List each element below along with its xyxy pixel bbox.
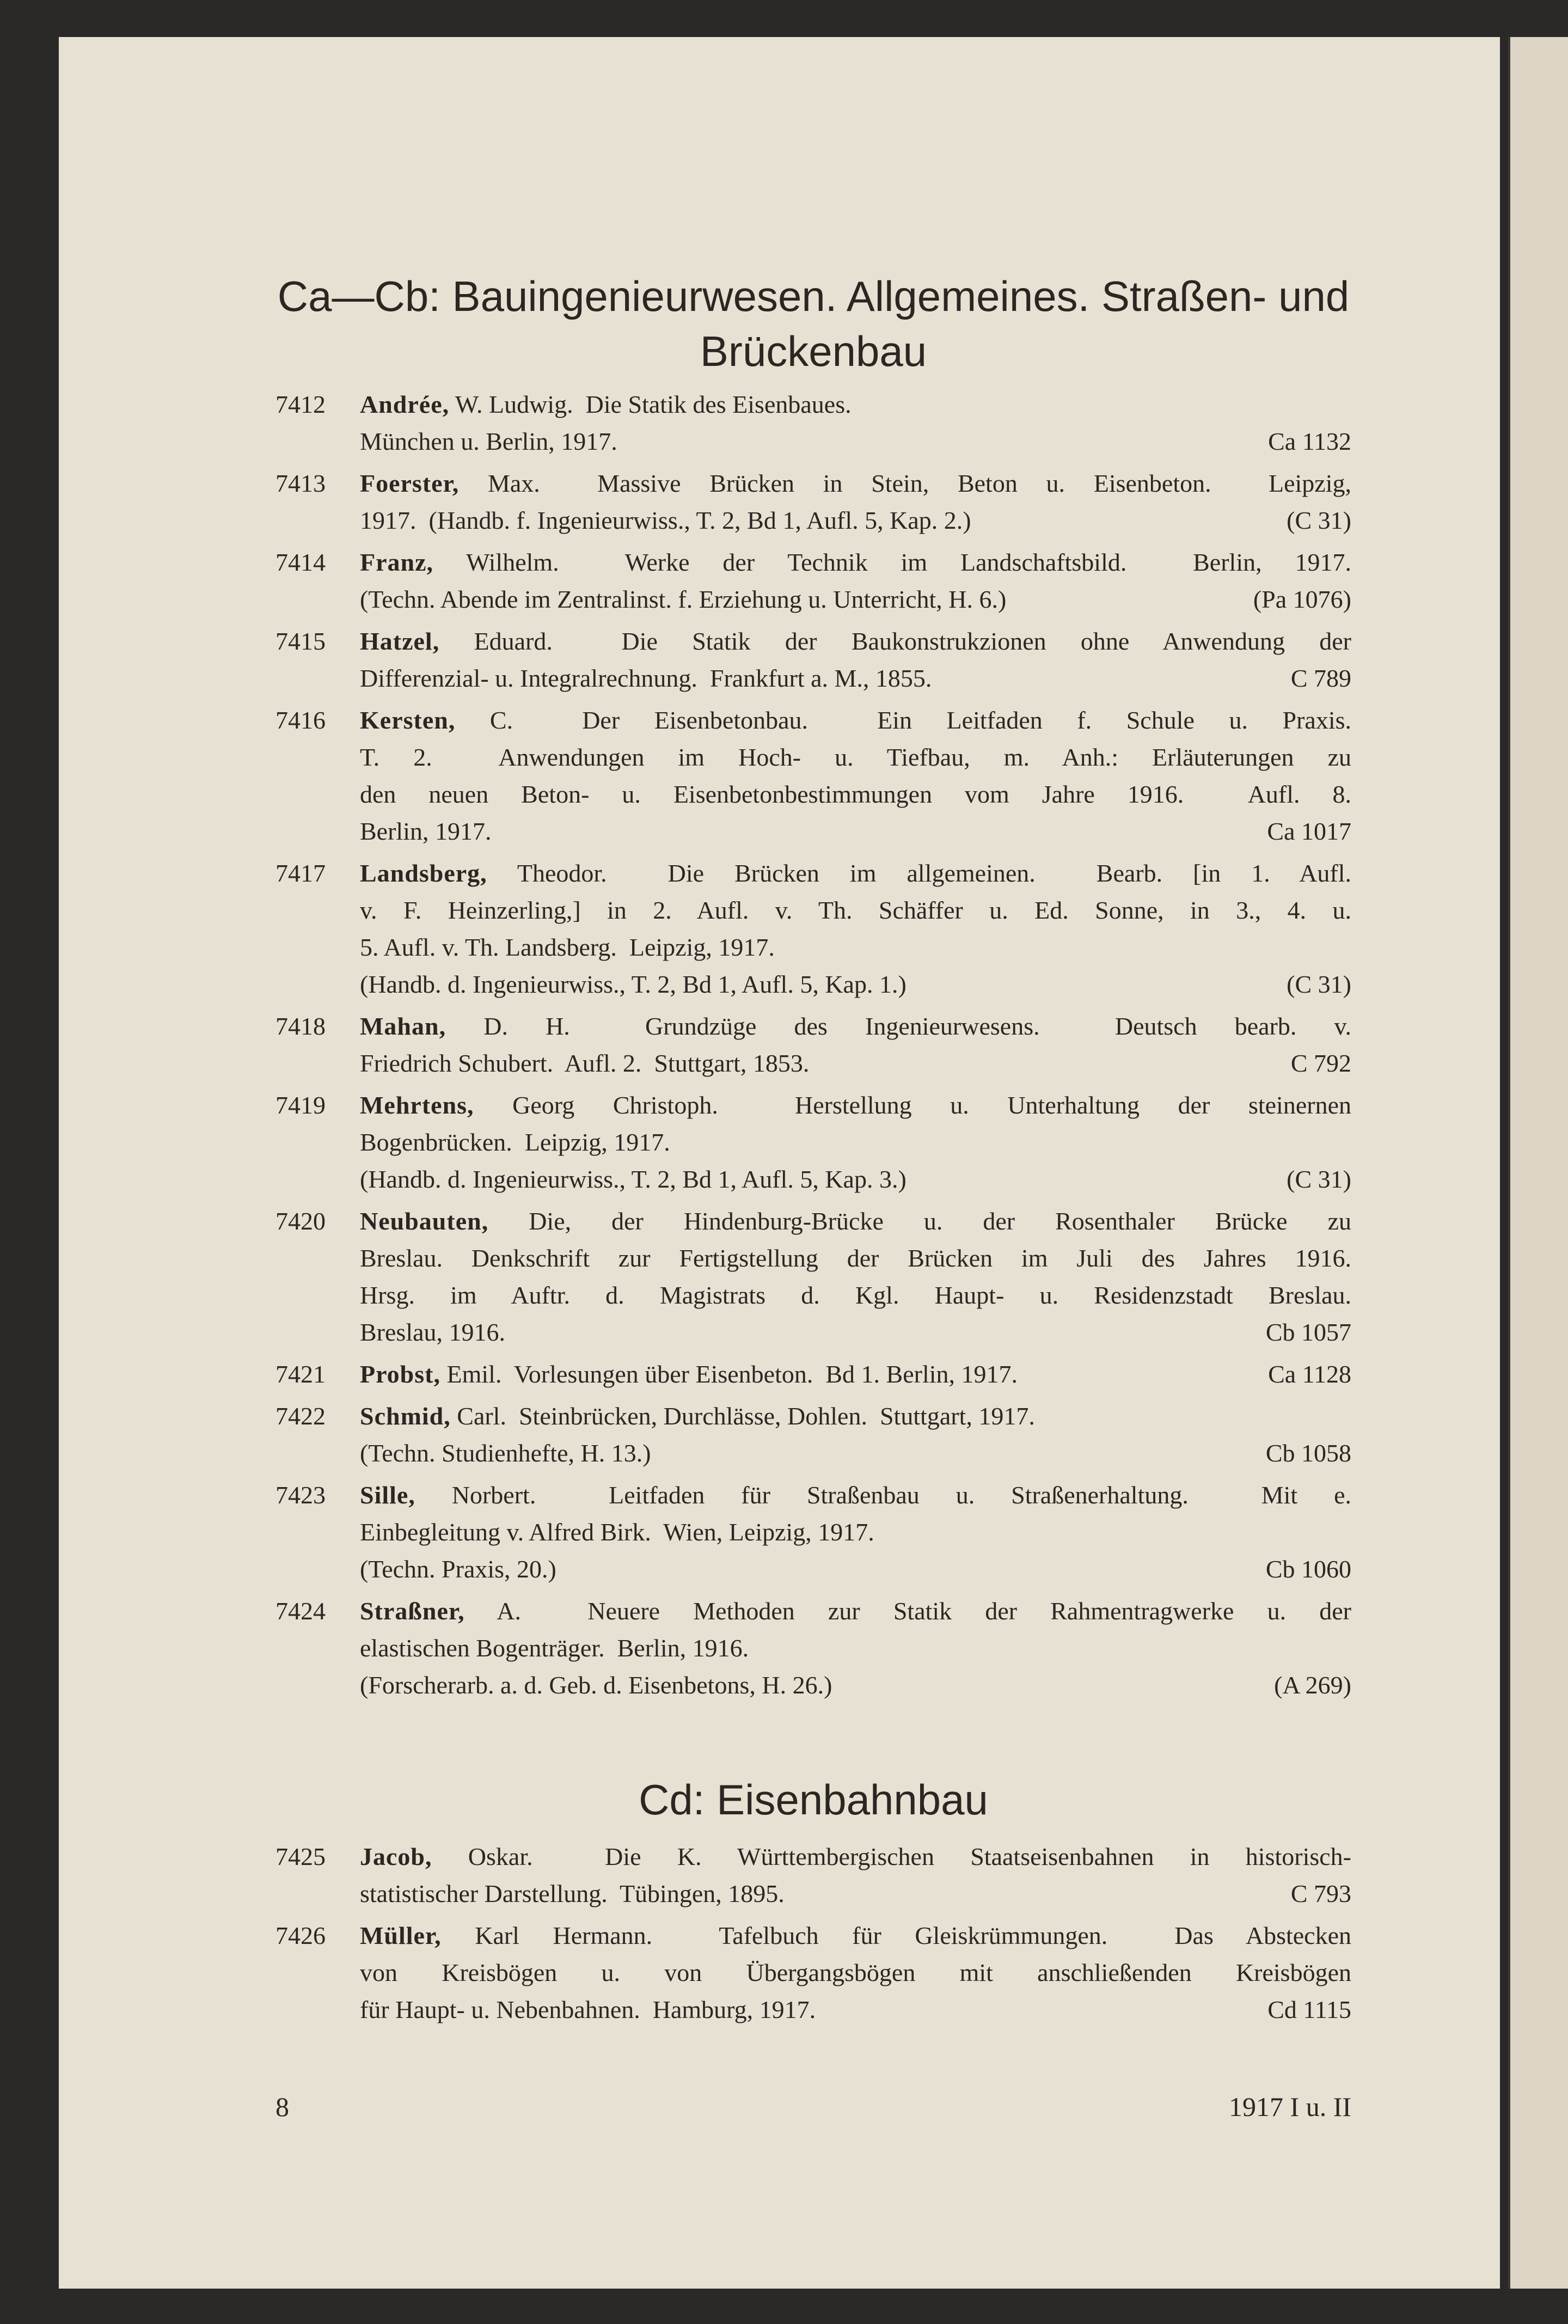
indent bbox=[275, 1045, 360, 1082]
entry-line-text bbox=[360, 1161, 906, 1198]
entry-line-text bbox=[360, 660, 932, 697]
entry-description: (Forscherarb. a. d. Geb. d. Eisenbetons, H. 26.) bbox=[360, 1671, 832, 1699]
indent bbox=[275, 1277, 360, 1314]
entry-line bbox=[275, 739, 1351, 776]
entry-line-text bbox=[360, 1244, 1351, 1272]
entry-line-text bbox=[360, 706, 1351, 734]
entry-line-text bbox=[360, 1045, 809, 1082]
shelfmark: C 789 bbox=[1290, 664, 1351, 692]
entry-text bbox=[360, 1203, 1351, 1240]
entry-line bbox=[275, 929, 1351, 966]
entry-description: Friedrich Schubert. Aufl. 2. Stuttgart, 1853. bbox=[360, 1049, 810, 1077]
section1-entries bbox=[275, 386, 1351, 1709]
entry-author: Hatzel, bbox=[360, 627, 440, 655]
catalog-entry bbox=[275, 1008, 1351, 1082]
entry-text bbox=[360, 1477, 1351, 1514]
entry-text bbox=[360, 1398, 1351, 1435]
entry-description: Max. Massive Brücken in Stein, Beton u. Eisenbeton. Leipzig, bbox=[487, 469, 1352, 497]
entry-text bbox=[360, 660, 1351, 697]
entry-description: C. Der Eisenbetonbau. Ein Leitfaden f. Schule u. Praxis. bbox=[489, 706, 1352, 734]
entry-line-text bbox=[360, 423, 617, 460]
entry-number: 7413 bbox=[275, 469, 326, 497]
entry-line-text bbox=[360, 743, 1351, 771]
entry-text bbox=[360, 623, 1351, 660]
entry-text bbox=[360, 1435, 1351, 1472]
entry-line-text bbox=[360, 1551, 556, 1588]
entry-line bbox=[275, 966, 1351, 1003]
entry-number: 7418 bbox=[275, 1012, 326, 1040]
entry-description: Eduard. Die Statik der Baukonstrukzionen ohne Anwendung der bbox=[474, 627, 1352, 655]
shelfmark: C 792 bbox=[1290, 1049, 1351, 1077]
entry-line bbox=[275, 1630, 1351, 1667]
entry-line-text bbox=[360, 1843, 1351, 1870]
indent bbox=[275, 423, 360, 460]
entry-text bbox=[360, 1838, 1351, 1875]
entry-line bbox=[275, 1087, 1351, 1124]
entry-text bbox=[360, 1124, 1351, 1161]
indent bbox=[275, 1551, 360, 1588]
entry-description: für Haupt- u. Nebenbahnen. Hamburg, 1917. bbox=[360, 1996, 816, 2023]
entry-line-text bbox=[360, 1514, 874, 1551]
entry-text bbox=[360, 1551, 1351, 1588]
shelfmark: Cd 1115 bbox=[1267, 1996, 1351, 2023]
entry-text bbox=[360, 1630, 1351, 1667]
catalog-entry bbox=[275, 855, 1351, 1003]
shelfmark: C 793 bbox=[1290, 1880, 1351, 1907]
entry-text bbox=[360, 1314, 1351, 1351]
catalog-entry bbox=[275, 1477, 1351, 1588]
entry-line bbox=[275, 502, 1351, 539]
entry-author: Probst, bbox=[360, 1360, 440, 1388]
entry-line-text bbox=[360, 1281, 1351, 1309]
entry-line-text bbox=[360, 1207, 1351, 1235]
entry-line-text bbox=[360, 1435, 651, 1472]
indent bbox=[275, 1240, 360, 1277]
entry-description: (Techn. Praxis, 20.) bbox=[360, 1555, 556, 1583]
entry-number: 7424 bbox=[275, 1597, 326, 1625]
entry-line bbox=[275, 1045, 1351, 1082]
entry-line-text bbox=[360, 1314, 505, 1351]
entry-description: T. 2. Anwendungen im Hoch- u. Tiefbau, m. Anh.: Erläuterungen zu bbox=[360, 743, 1351, 771]
entry-author: Neubauten, bbox=[360, 1207, 489, 1235]
entry-description: Karl Hermann. Tafelbuch für Gleiskrümmungen. Das Abstecken bbox=[475, 1922, 1352, 1949]
entry-line bbox=[275, 892, 1351, 929]
entry-number: 7420 bbox=[275, 1207, 326, 1235]
entry-line-text bbox=[360, 896, 1351, 924]
indent bbox=[275, 1435, 360, 1472]
entry-description: Differenzial- u. Integralrechnung. Frankfurt a. M., 1855. bbox=[360, 664, 932, 692]
entry-description: Breslau. Denkschrift zur Fertigstellung der Brücken im Juli des Jahres 1916. bbox=[360, 1244, 1351, 1272]
entry-line-text bbox=[360, 1667, 832, 1704]
entry-text bbox=[360, 386, 1351, 423]
entry-line-text bbox=[360, 469, 1351, 497]
entry-line bbox=[275, 1277, 1351, 1314]
entry-description: den neuen Beton- u. Eisenbetonbestimmungen vom Jahre 1916. Aufl. 8. bbox=[360, 780, 1351, 808]
entry-line-text bbox=[360, 386, 852, 423]
entry-text bbox=[360, 1593, 1351, 1630]
entry-line bbox=[275, 423, 1351, 460]
entry-text bbox=[360, 1667, 1351, 1704]
shelfmark: Ca 1132 bbox=[1268, 427, 1351, 455]
entry-line bbox=[275, 581, 1351, 618]
entry-description: Die, der Hindenburg-Brücke u. der Rosenthaler Brücke zu bbox=[529, 1207, 1351, 1235]
indent bbox=[275, 1514, 360, 1551]
section-title-line2: Brückenbau bbox=[700, 327, 927, 375]
indent bbox=[275, 1314, 360, 1351]
entry-text bbox=[360, 1087, 1351, 1124]
entry-line-text bbox=[360, 627, 1351, 655]
entry-number: 7425 bbox=[275, 1843, 326, 1870]
entry-description: statistischer Darstellung. Tübingen, 1895. bbox=[360, 1880, 785, 1907]
entry-line bbox=[275, 1435, 1351, 1472]
entry-number: 7426 bbox=[275, 1922, 326, 1949]
page-number: 8 bbox=[275, 2091, 289, 2122]
entry-line bbox=[275, 544, 1351, 581]
entry-line bbox=[275, 1954, 1351, 1991]
entry-text bbox=[360, 1045, 1351, 1082]
entry-author: Franz, bbox=[360, 548, 434, 576]
entry-line bbox=[275, 1477, 1351, 1514]
entry-text bbox=[360, 1514, 1351, 1551]
entry-description: D. H. Grundzüge des Ingenieurwesens. Deutsch bearb. v. bbox=[483, 1012, 1352, 1040]
entry-author: Schmid, bbox=[360, 1402, 451, 1430]
entry-line bbox=[275, 1314, 1351, 1351]
entry-line bbox=[275, 1124, 1351, 1161]
entry-line-text bbox=[360, 1875, 785, 1912]
entry-line-text bbox=[360, 859, 1351, 887]
indent bbox=[275, 1124, 360, 1161]
entry-number: 7416 bbox=[275, 706, 326, 734]
entry-description: Hrsg. im Auftr. d. Magistrats d. Kgl. Haupt- u. Residenzstadt Breslau. bbox=[360, 1281, 1351, 1309]
entry-line bbox=[275, 1203, 1351, 1240]
catalog-entry bbox=[275, 386, 1351, 460]
entry-number: 7417 bbox=[275, 859, 326, 887]
entry-description: (Techn. Studienhefte, H. 13.) bbox=[360, 1439, 651, 1467]
entry-number: 7423 bbox=[275, 1481, 326, 1509]
entry-line bbox=[275, 1398, 1351, 1435]
catalog-entry bbox=[275, 1593, 1351, 1704]
entry-description: Bogenbrücken. Leipzig, 1917. bbox=[360, 1128, 670, 1156]
entry-description: Wilhelm. Werke der Technik im Landschaftsbild. Berlin, 1917. bbox=[466, 548, 1351, 576]
indent bbox=[275, 966, 360, 1003]
entry-line-text bbox=[360, 929, 775, 966]
entry-line-text bbox=[360, 1398, 1035, 1435]
entry-line bbox=[275, 776, 1351, 813]
entry-description: v. F. Heinzerling,] in 2. Aufl. v. Th. Schäffer u. Ed. Sonne, in 3., 4. u. bbox=[360, 896, 1351, 924]
entry-line-text bbox=[360, 1481, 1351, 1509]
shelfmark: (C 31) bbox=[1287, 970, 1351, 998]
entry-text bbox=[360, 1954, 1351, 1991]
entry-text bbox=[360, 465, 1351, 502]
volume-label: 1917 I u. II bbox=[1229, 2091, 1351, 2122]
entry-text bbox=[360, 702, 1351, 739]
entry-line bbox=[275, 1667, 1351, 1704]
indent bbox=[275, 776, 360, 813]
indent bbox=[275, 1954, 360, 1991]
entry-number: 7421 bbox=[275, 1360, 326, 1388]
catalog-entry bbox=[275, 1087, 1351, 1198]
entry-text bbox=[360, 966, 1351, 1003]
entry-line-text bbox=[360, 813, 491, 850]
entry-text bbox=[360, 1161, 1351, 1198]
entry-description: elastischen Bogenträger. Berlin, 1916. bbox=[360, 1634, 749, 1662]
shelfmark: Ca 1017 bbox=[1267, 817, 1351, 845]
entry-description: Breslau, 1916. bbox=[360, 1318, 506, 1346]
entry-text bbox=[360, 1991, 1351, 2028]
entry-line bbox=[275, 1551, 1351, 1588]
entry-line bbox=[275, 1991, 1351, 2028]
entry-author: Sille, bbox=[360, 1481, 415, 1509]
entry-line bbox=[275, 1593, 1351, 1630]
entry-author: Mehrtens, bbox=[360, 1091, 474, 1119]
entry-text bbox=[360, 581, 1351, 618]
entry-line-text bbox=[360, 1959, 1351, 1986]
shelfmark: Cb 1057 bbox=[1265, 1318, 1351, 1346]
entry-author: Jacob, bbox=[360, 1843, 432, 1870]
shelfmark: (Pa 1076) bbox=[1253, 585, 1351, 613]
entry-line-text bbox=[360, 581, 1006, 618]
entry-line-text bbox=[360, 1922, 1351, 1949]
entry-line-text bbox=[360, 966, 906, 1003]
entry-author: Foerster, bbox=[360, 469, 460, 497]
entry-line bbox=[275, 1240, 1351, 1277]
entry-line bbox=[275, 1356, 1351, 1393]
catalog-entry bbox=[275, 465, 1351, 539]
indent bbox=[275, 660, 360, 697]
entry-text bbox=[360, 813, 1351, 850]
entry-description: 1917. (Handb. f. Ingenieurwiss., T. 2, Bd 1, Aufl. 5, Kap. 2.) bbox=[360, 506, 971, 534]
entry-line-text bbox=[360, 1091, 1351, 1119]
entry-description: Berlin, 1917. bbox=[360, 817, 492, 845]
catalog-entry bbox=[275, 1203, 1351, 1351]
entry-author: Kersten, bbox=[360, 706, 456, 734]
entry-description: Emil. Vorlesungen über Eisenbeton. Bd 1. Berlin, 1917. bbox=[446, 1360, 1018, 1388]
entry-text bbox=[360, 1917, 1351, 1954]
shelfmark: (C 31) bbox=[1287, 506, 1351, 534]
catalog-entry bbox=[275, 1398, 1351, 1472]
entry-number: 7422 bbox=[275, 1402, 326, 1430]
indent bbox=[275, 1875, 360, 1912]
shelfmark: (A 269) bbox=[1274, 1671, 1351, 1699]
entry-author: Müller, bbox=[360, 1922, 442, 1949]
entry-text bbox=[360, 544, 1351, 581]
entry-line-text bbox=[360, 548, 1351, 576]
entry-line bbox=[275, 1008, 1351, 1045]
indent bbox=[275, 892, 360, 929]
indent bbox=[275, 1161, 360, 1198]
entry-text bbox=[360, 1875, 1351, 1912]
entry-description: A. Neuere Methoden zur Statik der Rahmentragwerke u. der bbox=[497, 1597, 1351, 1625]
entry-number: 7419 bbox=[275, 1091, 326, 1119]
shelfmark: Cb 1060 bbox=[1265, 1555, 1351, 1583]
entry-line bbox=[275, 623, 1351, 660]
entry-line-text bbox=[360, 1124, 670, 1161]
entry-description: Einbegleitung v. Alfred Birk. Wien, Leipzig, 1917. bbox=[360, 1518, 874, 1546]
entry-description: von Kreisbögen u. von Übergangsbögen mit anschließenden Kreisbögen bbox=[360, 1959, 1351, 1986]
indent bbox=[275, 581, 360, 618]
entry-line-text bbox=[360, 780, 1351, 808]
adjacent-page-edge bbox=[1508, 37, 1568, 2289]
entry-text bbox=[360, 423, 1351, 460]
entry-description: München u. Berlin, 1917. bbox=[360, 427, 617, 455]
section-title-line1: Ca—Cb: Bauingenieurwesen. Allgemeines. Straßen- und bbox=[277, 272, 1350, 320]
entry-author: Straßner, bbox=[360, 1597, 465, 1625]
entry-text bbox=[360, 892, 1351, 929]
entry-line bbox=[275, 1514, 1351, 1551]
entry-text bbox=[360, 1277, 1351, 1314]
entry-line-text bbox=[360, 502, 971, 539]
entry-text bbox=[360, 502, 1351, 539]
entry-line bbox=[275, 386, 1351, 423]
entry-text bbox=[360, 1356, 1351, 1393]
shelfmark: (C 31) bbox=[1287, 1165, 1351, 1193]
entry-line bbox=[275, 1875, 1351, 1912]
entry-line bbox=[275, 660, 1351, 697]
entry-description: Norbert. Leitfaden für Straßenbau u. Straßenerhaltung. Mit e. bbox=[451, 1481, 1351, 1509]
entry-line bbox=[275, 855, 1351, 892]
entry-line bbox=[275, 1161, 1351, 1198]
entry-line bbox=[275, 1838, 1351, 1875]
indent bbox=[275, 1991, 360, 2028]
section2-entries bbox=[275, 1838, 1351, 2033]
indent bbox=[275, 813, 360, 850]
indent bbox=[275, 739, 360, 776]
shelfmark: Ca 1128 bbox=[1268, 1360, 1351, 1388]
entry-line bbox=[275, 465, 1351, 502]
entry-line-text bbox=[360, 1991, 816, 2028]
entry-text bbox=[360, 1008, 1351, 1045]
entry-description: (Handb. d. Ingenieurwiss., T. 2, Bd 1, Aufl. 5, Kap. 3.) bbox=[360, 1165, 906, 1193]
entry-description: (Handb. d. Ingenieurwiss., T. 2, Bd 1, Aufl. 5, Kap. 1.) bbox=[360, 970, 906, 998]
entry-author: Andrée, bbox=[360, 390, 450, 418]
entry-text bbox=[360, 855, 1351, 892]
entry-text bbox=[360, 1240, 1351, 1277]
catalog-entry bbox=[275, 544, 1351, 618]
catalog-entry bbox=[275, 1356, 1351, 1393]
entry-description: Oskar. Die K. Württembergischen Staatseisenbahnen in historisch- bbox=[468, 1843, 1351, 1870]
entry-description: 5. Aufl. v. Th. Landsberg. Leipzig, 1917. bbox=[360, 933, 775, 961]
entry-author: Mahan, bbox=[360, 1012, 446, 1040]
entry-text bbox=[360, 776, 1351, 813]
entry-number: 7412 bbox=[275, 390, 326, 418]
entry-line-text bbox=[360, 1597, 1351, 1625]
entry-description: W. Ludwig. Die Statik des Eisenbaues. bbox=[455, 390, 852, 418]
entry-description: Georg Christoph. Herstellung u. Unterhaltung der steinernen bbox=[512, 1091, 1351, 1119]
entry-line-text bbox=[360, 1630, 749, 1667]
catalog-entry bbox=[275, 623, 1351, 697]
indent bbox=[275, 929, 360, 966]
indent bbox=[275, 1667, 360, 1704]
catalog-entry bbox=[275, 702, 1351, 850]
entry-description: Theodor. Die Brücken im allgemeinen. Bearb. [in 1. Aufl. bbox=[517, 859, 1352, 887]
entry-number: 7414 bbox=[275, 548, 326, 576]
shelfmark: Cb 1058 bbox=[1265, 1439, 1351, 1467]
entry-line bbox=[275, 813, 1351, 850]
entry-line-text bbox=[360, 1012, 1351, 1040]
indent bbox=[275, 1630, 360, 1667]
entry-text bbox=[360, 739, 1351, 776]
entry-description: (Techn. Abende im Zentralinst. f. Erziehung u. Unterricht, H. 6.) bbox=[360, 585, 1007, 613]
entry-number: 7415 bbox=[275, 627, 326, 655]
entry-line-text bbox=[360, 1356, 1018, 1393]
section2-title: Cd: Eisenbahnbau bbox=[639, 1776, 988, 1824]
entry-description: Carl. Steinbrücken, Durchlässe, Dohlen. Stuttgart, 1917. bbox=[457, 1402, 1035, 1430]
catalog-entry bbox=[275, 1917, 1351, 2028]
entry-author: Landsberg, bbox=[360, 859, 487, 887]
entry-line bbox=[275, 1917, 1351, 1954]
entry-text bbox=[360, 929, 1351, 966]
entry-line bbox=[275, 702, 1351, 739]
indent bbox=[275, 502, 360, 539]
catalog-entry bbox=[275, 1838, 1351, 1912]
